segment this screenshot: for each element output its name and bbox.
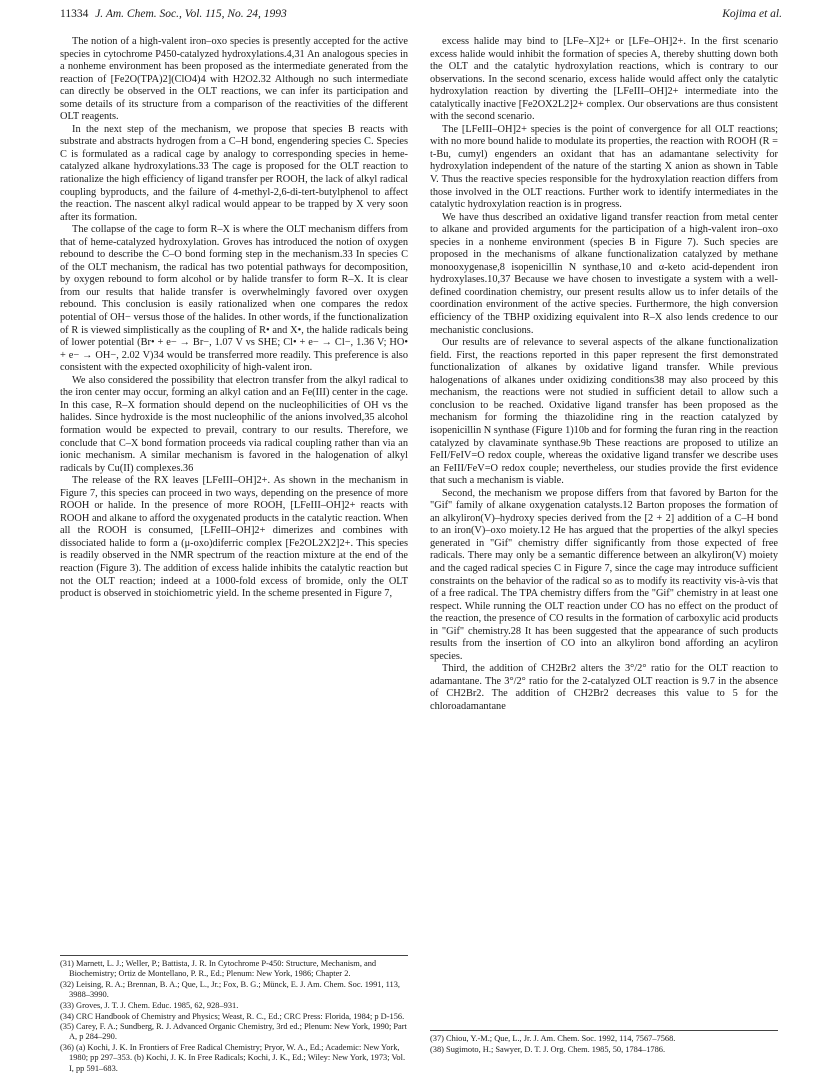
running-authors: Kojima et al. <box>722 8 782 20</box>
paragraph: The release of the RX leaves [LFeIII–OH]2+. As shown in the mechanism in Figure 7, this species can proceed in two ways, depending on the presence of more ROOH or halide. In the presence of more ROOH, [LFeIII–OH]2+ reacts with ROOH and alkane to afford the oxygenated products in the catalytic reaction. When all the ROOH is consumed, [LFeIII–OH]2+ dimerizes and combines with dissociated halide to form a (μ-oxo)diferric complex [Fe2OL2X2]2+. This species is readily observed in the NMR spectrum of the reaction mixture at the end of the reaction (Figure 3). The addition of excess halide inhibits the catalytic reaction but not the OLT reaction; indeed at a 1000-fold excess of bromide, only the OLT product is observed in stoichiometric yield. In the scheme presented in Figure 7, <box>60 475 408 600</box>
reference-item: (31) Marnett, L. J.; Weller, P.; Battista, J. R. In Cytochrome P-450: Structure, Mechanism, and Biochemistry; Ortiz de Montellano, P. R., Ed.; Plenum: New York, 1986; Chapter 2. <box>60 959 377 979</box>
reference-item: (34) CRC Handbook of Chemistry and Physics; Weast, R. C., Ed.; CRC Press: Florida, 1984; p D-156. <box>60 1011 405 1021</box>
reference-item: (33) Groves, J. T. J. Chem. Educ. 1985, 62, 928–931. <box>60 1000 239 1010</box>
journal-citation: J. Am. Chem. Soc., Vol. 115, No. 24, 1993 <box>95 8 287 20</box>
paragraph: The collapse of the cage to form R–X is where the OLT mechanism differs from that of heme-catalyzed hydroxylation. Groves has introduced the notion of oxygen rebound to describe the C–O bond forming step in the mechanism.33 In species C of the OLT mechanism, the radical has two potential pathways for decomposition, by oxygen rebound to form alcohol or by halide transfer to form R–X. It is clear from our results that halide transfer is overwhelmingly favored over oxygen rebound. This conclusion is easily rationalized when one compares the redox potential of OH− versus those of the halides. In other words, if the functionalization of R is viewed simplistically as the coupling of R• and X•, the halide radicals being of lower potential (Br• + e− → Br−, 1.07 V vs SHE; Cl• + e− → Cl−, 1.36 V; HO• + e− → OH−, 2.02 V)34 would be transferred more readily. This preference is also consistent with the expected oxophilicity of high-valent iron. <box>60 224 408 374</box>
paragraph: Third, the addition of CH2Br2 alters the 3°/2° ratio for the OLT reaction to adamantane. The 3°/2° ratio for the 2-catalyzed OLT reaction is 9.7 in the absence of CH2Br2. The addition of CH2Br2 decreases this value to 5 for the chloroadamantane <box>430 663 778 712</box>
references-left <box>60 955 408 1074</box>
reference-item: (35) Carey, F. A.; Sundberg, R. J. Advanced Organic Chemistry, 3rd ed.; Plenum: New York, 1990; Part A, p 284–290. <box>60 1022 407 1042</box>
right-column <box>430 36 778 714</box>
paragraph: excess halide may bind to [LFe–X]2+ or [LFe–OH]2+. In the first scenario excess halide would inhibit the formation of species A, thereby shutting down both the OLT and the catalytic hydroxylation reactions, which is contrary to our observations. In the second scenario, excess halide would affect only the catalytic hydroxylation reaction by diverting the [LFeIII–OH]2+ intermediate into the catalytically inactive [Fe2OX2L2]2+ complex. Our observations are thus consistent with the second scenario. <box>430 36 778 123</box>
reference-item: (36) (a) Kochi, J. K. In Frontiers of Free Radical Chemistry; Pryor, W. A., Ed.; Academic: New York, 1980; pp 297–353. (b) Kochi, J. K. In Free Radicals; Kochi, J. K., Ed.; Wiley: New York, 1973; Vol. I, pp 591–683. <box>60 1043 406 1073</box>
reference-item: (32) Leising, R. A.; Brennan, B. A.; Que, L., Jr.; Fox, B. G.; Münck, E. J. Am. Chem. Soc. 1991, 113, 3988–3990. <box>60 979 401 1000</box>
paragraph: The [LFeIII–OH]2+ species is the point of convergence for all OLT reactions; with no more bound halide to modulate its properties, the reaction with ROOH (R = t-Bu, cumyl) engenders an oxidant that has an adamantane selectivity for hydroxylation independent of the nature of the starting X anion as shown in Table V. Thus the reactive species responsible for the hydroxylation reaction differs from those involved in the OLT reactions. Further work to identify intermediates in the catalytic hydroxylation reaction is in progress. <box>430 123 778 211</box>
reference-item: (38) Sugimoto, H.; Sawyer, D. T. J. Org. Chem. 1985, 50, 1784–1786. <box>430 1044 666 1054</box>
left-column <box>60 36 408 601</box>
paragraph: We have thus described an oxidative ligand transfer reaction from metal center to alkane and provided arguments for the participation of a high-valent iron–oxo species in a nonheme environment (species B in Figure 7). Such species are proposed in the mechanisms of alkane functionalization catalyzed by methane monooxygenase,8 isopenicillin N synthase,10 and α-keto acid-dependent iron hydroxylases.10,37 Because we have chosen to investigate a system with a well-defined coordination chemistry, our present results allow us to infer details of the coordination environment of the active species. Furthermore, the high conversion efficiency of the TBHP oxidizing equivalent into R–X also lends credence to our mechanistic conclusions. <box>430 211 778 336</box>
reference-item: (37) Chiou, Y.-M.; Que, L., Jr. J. Am. Chem. Soc. 1992, 114, 7567–7568. <box>430 1034 676 1043</box>
paragraph: Second, the mechanism we propose differs from that favored by Barton for the "Gif" family of alkane oxygenation catalysts.12 Barton proposes the formation of an alkyliron(V)–hydroxy species derived from the [2 + 2] addition of a C–H bond to an iron(V)–oxo moiety.12 He has argued that the properties of the alkyl species generated in "Gif" chemistry differ significantly from those expected of free radicals. There may only be a semantic difference between an alkyliron(V) moiety and the caged radical species C in Figure 7, since the cage may introduce sufficient constraints on the behavior of the radical so as to modify its reactivity vis-à-vis that of a free radical. The TPA chemistry differs from the "Gif" chemistry in at least one respect. While running the OLT reaction under CO has no effect on the product of the reaction, the presence of CO results in the formation of carboxylic acid products in "Gif" chemistry.28 It has been suggested that the appearance of such products results from the insertion of CO into an alkyliron bond affording an acyliron species. <box>430 487 778 662</box>
paragraph: In the next step of the mechanism, we propose that species B reacts with substrate and abstracts hydrogen from a C–H bond, engendering species C. Species C is formulated as a radical cage by analogy to corresponding species in heme-catalyzed alkane hydroxylations.33 The cage is proposed for the OLT reaction to rationalize the high efficiency of ligand transfer per ROOH, the lack of alkyl radical coupling byproducts, and the failure of 4-methyl-2,6-di-tert-butylphenol to affect the reaction. The nascent alkyl radical would appear to be trapped by X very soon after its formation. <box>60 123 408 223</box>
paragraph: We also considered the possibility that electron transfer from the alkyl radical to the iron center may occur, forming an alkyl cation and an Fe(III) center in the cage. In this case, R–X formation should depend on the nucleophilicities of OH vs the halides. Since hydroxide is the most nucleophilic of the anions involved,35 alcohol formation would be expected to prevail, contrary to our results. Therefore, we conclude that C–X bond formation proceeds via radical coupling rather than via an ionic mechanism. A similar mechanism is favored in the halogenation of alkyl radicals by Cu(II) complexes.36 <box>60 374 408 474</box>
running-header <box>60 8 782 24</box>
paragraph: The notion of a high-valent iron–oxo species is presently accepted for the active species in cytochrome P450-catalyzed hydroxylations.4,31 An analogous species in a nonheme environment has been proposed as the intermediate generated from the reaction of [Fe2O(TPA)2](ClO4)4 with H2O2.32 Although no such intermediate can directly be observed in the OLT reactions, we can infer its participation and some details of its structure from a comparison of the reactivities of the different OLT reagents. <box>60 36 408 123</box>
paragraph: Our results are of relevance to several aspects of the alkane functionalization field. First, the reactions reported in this paper represent the first demonstrated functionalization of alkanes by oxidative ligand transfer. While previous halogenations of alkanes under oxidizing conditions38 may also proceed by this mechanism, the reactions were not studied in sufficient detail to allow such a conclusion to be reached. Oxidative ligand transfer has been proposed as the mechanism for forming the thiazolidine ring in the reaction catalyzed by isopenicillin N synthase (Figure 1)10b and for forming the furan ring in the reaction catalyzed by clavaminate synthase.9b These reactions are proposed to utilize an FeII/FeIV=O redox couple, whereas the oxidative ligand transfer we describe uses an FeIII/FeV=O redox couple; nevertheless, our studies provide the first evidence that such a mechanism is viable. <box>430 337 778 487</box>
references-right <box>430 1030 778 1055</box>
page-number: 11334 <box>60 8 89 20</box>
